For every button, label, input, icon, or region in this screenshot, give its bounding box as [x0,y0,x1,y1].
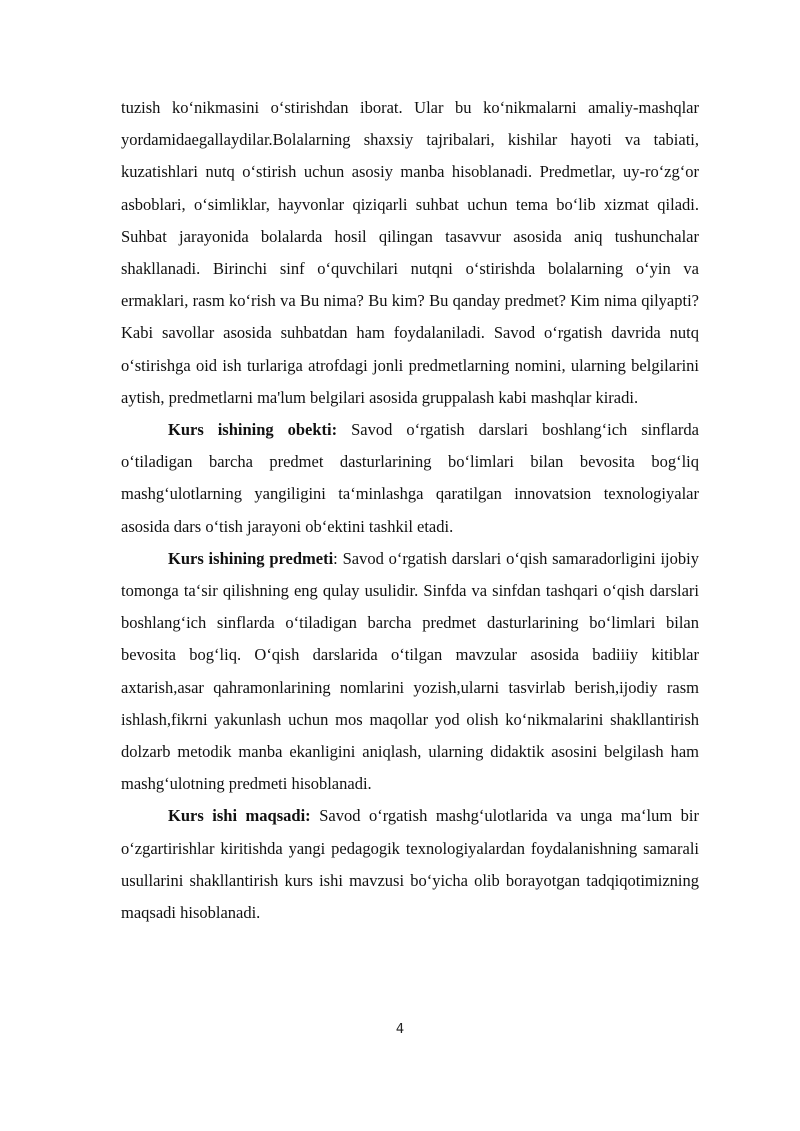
course-goal-text: Savod o‘rgatish mashg‘ulotlarida va unga ma‘lum bir o‘zgartirishlar kiritishda yangi pedagogik texnologiyalardan foydalanishning samarali usullarini shakllantirish kurs ishi mavzusi bo‘yicha olib borayotgan tadqiqotimizning maqsadi hisoblanadi. [121,806,700,923]
course-subject-text: : Savod o‘rgatish darslari o‘qish samaradorligini ijobiy tomonga ta‘sir qilishning eng qulay usulidir. Sinfda va sinfdan tashqari o‘qish darslari boshlang‘ich sinflarda o‘tiladigan barcha predmet dasturlarining bo‘limlari bilan bevosita bog‘liq. O‘qish darslarida o‘tilgan mavzular asosida badiiiy kitiblar axtarish,asar qahramonlarining nomlarini yozish,ularni tasvirlab berish,ijodiy rasm ishlash,fikrni yakunlash uchun mos maqollar yod olish ko‘nikmalarini shakllantirish dolzarb metodik manba ekanligini aniqlash, ularning didaktik asosini belgilash ham mashg‘ulotning predmeti hisoblanadi. [121,548,699,794]
paragraph: tuzish ko‘nikmasini o‘stirishdan iborat. Ular bu ko‘nikmalarni amaliy-mashqlar yordamidaegallaydilar.Bolalarning shaxsiy tajribalari, kishilar hayoti va tabiati, kuzatishlari nutq o‘stirish uchun asosiy manba hisoblanadi. Predmetlar, uy-ro‘zg‘or asboblari, o‘simliklar, hayvonlar qiziqarli suhbat uchun tema bo‘lib xizmat qiladi. Suhbat jarayonida bolalarda hosil qilingan tasavvur asosida aniq tushunchalar shakllanadi. Birinchi sinf o‘quvchilari nutqni o‘stirishda bolalarning o‘yin va ermaklari, rasm ko‘rish va Bu nima? Bu kim? Bu qanday predmet? Kim nima qilyapti? Kabi savollar asosida suhbatdan ham foydalaniladi. Savod o‘rgatish davrida nutq o‘stirishga oid ish turlariga atrofdagi jonli predmetlarning nomini, ularning belgilarini aytish, predmetlarni ma'lum belgilari asosida gruppalash kabi mashqlar kiradi. [121,98,699,407]
course-goal-heading: Kurs ishi maqsadi: [168,806,311,826]
course-object-heading: Kurs ishining obekti: [168,420,338,440]
course-subject-heading: Kurs ishining predmeti [168,548,334,568]
course-object-text: Savod o‘rgatish darslari boshlang‘ich sinflarda o‘tiladigan barcha predmet dasturlarining bo‘limlari bilan bevosita bog‘liq mashg‘ulotlarning yangiligini ta‘minlashga qaratilgan innovatsion texnologiyalar asosida dars o‘tish jarayoni ob‘ektini tashkil etadi. [121,420,699,536]
paragraph-course-subject [121,543,699,801]
paragraph-course-goal [121,800,699,929]
paragraph-course-object [121,414,699,543]
body-text [121,92,699,929]
page-number: 4 [395,1022,405,1037]
